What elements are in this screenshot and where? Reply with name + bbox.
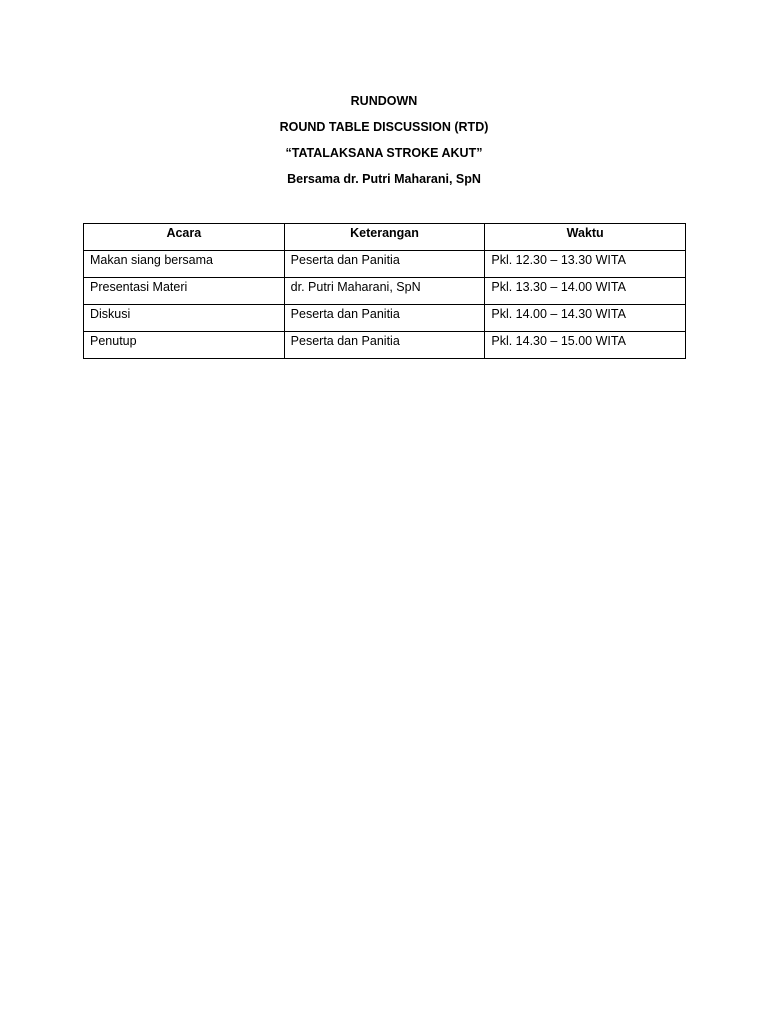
event-name: ROUND TABLE DISCUSSION (RTD)	[279, 120, 489, 134]
table-row	[84, 251, 686, 278]
rundown-table	[83, 223, 686, 359]
event-speaker: Bersama dr. Putri Maharani, SpN	[287, 172, 481, 186]
cell-keterangan: Peserta dan Panitia	[284, 332, 485, 359]
cell-waktu: Pkl. 14.30 – 15.00 WITA	[485, 332, 686, 359]
column-header-waktu: Waktu	[485, 224, 686, 251]
table-row	[84, 332, 686, 359]
cell-acara: Makan siang bersama	[84, 251, 285, 278]
cell-keterangan: Peserta dan Panitia	[284, 251, 485, 278]
event-topic: “TATALAKSANA STROKE AKUT”	[285, 146, 483, 160]
cell-waktu: Pkl. 13.30 – 14.00 WITA	[485, 278, 686, 305]
document-title: RUNDOWN	[350, 94, 418, 108]
column-header-acara: Acara	[84, 224, 285, 251]
cell-waktu: Pkl. 14.00 – 14.30 WITA	[485, 305, 686, 332]
cell-acara: Diskusi	[84, 305, 285, 332]
table-row	[84, 305, 686, 332]
cell-acara: Penutup	[84, 332, 285, 359]
table-header-row	[84, 224, 686, 251]
column-header-keterangan: Keterangan	[284, 224, 485, 251]
cell-acara: Presentasi Materi	[84, 278, 285, 305]
cell-waktu: Pkl. 12.30 – 13.30 WITA	[485, 251, 686, 278]
cell-keterangan: dr. Putri Maharani, SpN	[284, 278, 485, 305]
cell-keterangan: Peserta dan Panitia	[284, 305, 485, 332]
table-row	[84, 278, 686, 305]
